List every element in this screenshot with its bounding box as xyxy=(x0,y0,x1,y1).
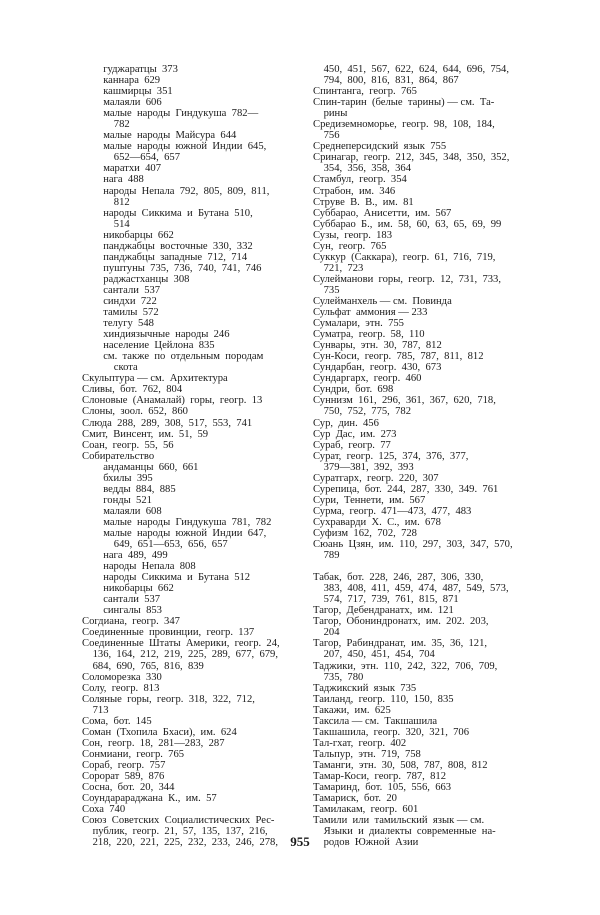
left-index-column xyxy=(82,64,296,848)
index-line: Суббарао, Анисетти, им. 567 xyxy=(313,207,452,219)
index-line: Суфизм 162, 702, 728 xyxy=(313,527,417,539)
index-line: пуштуны 735, 736, 740, 741, 746 xyxy=(82,262,262,274)
index-line: Сураб, геогр. 77 xyxy=(313,439,391,451)
index-line: Сораб, геогр. 757 xyxy=(82,759,166,771)
index-line: телугу 548 xyxy=(82,318,154,330)
index-line: Сур, дин. 456 xyxy=(313,417,379,429)
index-line: Струве В. В., им. 81 xyxy=(313,196,414,208)
index-line: 750, 752, 775, 782 xyxy=(313,406,411,418)
index-line: Сон, геогр. 18, 281—283, 287 xyxy=(82,737,225,749)
index-line: Суратгарх, геогр. 220, 307 xyxy=(313,472,439,484)
index-line: Согдиана, геогр. 347 xyxy=(82,616,180,628)
index-line: народы Сиккима и Бутана 512 xyxy=(82,572,251,584)
index-line: Тамар-Коси, геогр. 787, 812 xyxy=(313,771,447,782)
index-line: 721, 723 xyxy=(313,262,364,274)
index-line: Сундри, бот. 698 xyxy=(313,384,394,396)
index-line: 684, 690, 765, 816, 839 xyxy=(82,660,204,672)
index-line: ведды 884, 885 xyxy=(82,483,176,495)
index-line: нага 489, 499 xyxy=(82,550,168,562)
index-line: Спинтанга, геогр. 765 xyxy=(313,86,417,98)
index-line: 383, 408, 411, 459, 474, 487, 549, 573, xyxy=(313,583,509,595)
index-line: Суббарао Б., им. 58, 60, 63, 65, 69, 99 xyxy=(313,218,502,230)
page-number: 955 xyxy=(290,834,310,849)
index-line: 782 xyxy=(82,119,130,131)
index-line: Страбон, им. 346 xyxy=(313,185,396,197)
index-line: 514 xyxy=(82,218,130,230)
index-line: Тагор, Дебендранатх, им. 121 xyxy=(313,605,454,617)
right-index-column xyxy=(313,64,527,848)
index-line: Сури, Теннети, им. 567 xyxy=(313,494,426,506)
index-line: Соха 740 xyxy=(82,804,126,816)
index-line: Табак, бот. 228, 246, 287, 306, 330, xyxy=(313,572,484,584)
index-line: Сулейманхель — см. Повинда xyxy=(313,295,452,307)
index-line: Сун-Коси, геогр. 785, 787, 811, 812 xyxy=(313,351,484,363)
index-line: Сома, бот. 145 xyxy=(82,715,152,727)
index-line: 812 xyxy=(82,196,130,208)
index-line: Таманги, этн. 30, 508, 787, 808, 812 xyxy=(313,759,488,771)
index-line: Сосна, бот. 20, 344 xyxy=(82,782,175,794)
index-line: Сухраварди Х. С., им. 678 xyxy=(313,516,441,528)
index-line: Таксила — см. Такшашила xyxy=(313,715,438,727)
index-line: Среднеперсидский язык 755 xyxy=(313,141,447,153)
index-line: малые народы южной Индии 645, xyxy=(82,141,267,153)
index-line: Соан, геогр. 55, 56 xyxy=(82,439,174,451)
index-line: Таиланд, геогр. 110, 150, 835 xyxy=(313,693,454,705)
index-line: Сюань Цзян, им. 110, 297, 303, 347, 570, xyxy=(313,539,513,551)
index-line: Тальпур, этн. 719, 758 xyxy=(313,748,421,760)
index-line: Соединенные Штаты Америки, геогр. 24, xyxy=(82,638,280,650)
index-line: панджабцы западные 712, 714 xyxy=(82,251,248,263)
index-line: Сунвары, этн. 30, 787, 812 xyxy=(313,340,442,352)
index-line: 218, 220, 221, 225, 232, 233, 246, 278, xyxy=(82,837,278,849)
index-line: Сонмиани, геогр. 765 xyxy=(82,748,185,760)
index-line: народы Сиккима и Бутана 510, xyxy=(82,207,253,219)
index-line: Сулейманови горы, геогр. 12, 731, 733, xyxy=(313,273,502,285)
index-line: 735, 780 xyxy=(313,671,364,683)
index-line: Соединенные провинции, геогр. 137 xyxy=(82,627,255,639)
index-line: 136, 164, 212, 219, 225, 289, 677, 679, xyxy=(82,649,278,661)
index-line: Суматра, геогр. 58, 110 xyxy=(313,329,425,341)
index-line: публик, геогр. 21, 57, 135, 137, 216, xyxy=(82,826,268,838)
index-line: Сурма, геогр. 471—473, 477, 483 xyxy=(313,505,472,517)
index-line: синдхи 722 xyxy=(82,295,157,307)
index-line: маратхи 407 xyxy=(82,163,162,175)
index-line: народы Непала 808 xyxy=(82,561,196,573)
index-line: Слоны, зоол. 652, 860 xyxy=(82,406,188,418)
index-line: родов Южной Азии xyxy=(313,837,419,849)
index-line: Тамили или тамильский язык — см. xyxy=(313,815,485,827)
index-line: 354, 356, 358, 364 xyxy=(313,163,411,175)
index-line: Соляные горы, геогр. 318, 322, 712, xyxy=(82,693,255,705)
index-line: Сливы, бот. 762, 804 xyxy=(82,384,183,396)
index-line: Сринагар, геогр. 212, 345, 348, 350, 352, xyxy=(313,152,510,164)
index-line: Такшашила, геогр. 320, 321, 706 xyxy=(313,726,470,738)
index-line: нага 488 xyxy=(82,174,144,186)
index-line: Сурат, геогр. 125, 374, 376, 377, xyxy=(313,450,469,462)
index-line: Сур Дас, им. 273 xyxy=(313,428,397,440)
index-line: 207, 450, 451, 454, 704 xyxy=(313,649,435,661)
index-line: 735 xyxy=(313,284,340,296)
index-line: гонды 521 xyxy=(82,494,152,506)
index-line: Слоновые (Анамалай) горы, геогр. 13 xyxy=(82,395,263,407)
index-line: скота xyxy=(82,362,138,374)
index-line: 649, 651—653, 656, 657 xyxy=(82,539,228,551)
index-line: Сульфат аммония — 233 xyxy=(313,307,428,319)
index-line: никобарцы 662 xyxy=(82,583,174,595)
index-line: 652—654, 657 xyxy=(82,152,180,164)
index-line: Собирательство xyxy=(82,450,155,462)
index-line: 794, 800, 816, 831, 864, 867 xyxy=(313,75,459,87)
index-line: Таджики, этн. 110, 242, 322, 706, 709, xyxy=(313,660,498,672)
index-line: бхилы 395 xyxy=(82,472,153,484)
index-line: малаяли 608 xyxy=(82,505,162,517)
index-line: сингалы 853 xyxy=(82,605,162,617)
index-line: народы Непала 792, 805, 809, 811, xyxy=(82,185,270,197)
index-line: Суккур (Саккара), геогр. 61, 716, 719, xyxy=(313,251,496,263)
index-line: 789 xyxy=(313,550,340,562)
index-line: никобарцы 662 xyxy=(82,229,174,241)
index-line: Тамаринд, бот. 105, 556, 663 xyxy=(313,782,452,794)
index-line: Суннизм 161, 296, 361, 367, 620, 718, xyxy=(313,395,496,407)
index-line: Тамариск, бот. 20 xyxy=(313,793,397,805)
index-line: 450, 451, 567, 622, 624, 644, 696, 754, xyxy=(313,64,509,75)
index-line: Тагор, Рабиндранат, им. 35, 36, 121, xyxy=(313,638,488,650)
index-line: Тал-гхат, геогр. 402 xyxy=(313,737,407,749)
index-line: малые народы Гиндукуша 781, 782 xyxy=(82,516,272,528)
index-line: сантали 537 xyxy=(82,594,161,606)
index-line: Солу, геогр. 813 xyxy=(82,682,160,694)
index-line: Союз Советских Социалистических Рес- xyxy=(82,815,275,827)
index-line: каннара 629 xyxy=(82,75,161,87)
index-line: малые народы южной Индии 647, xyxy=(82,527,267,539)
index-line: рины xyxy=(313,108,348,120)
index-line: Сорорат 589, 876 xyxy=(82,771,165,782)
index-line: кашмирцы 351 xyxy=(82,86,173,98)
index-line: тамилы 572 xyxy=(82,307,159,319)
index-line: малые народы Гиндукуша 782— xyxy=(82,108,259,120)
index-line: Средиземноморье, геогр. 98, 108, 184, xyxy=(313,119,495,131)
index-line: Таджикский язык 735 xyxy=(313,682,417,694)
index-line: Слюда 288, 289, 308, 517, 553, 741 xyxy=(82,417,253,429)
index-line: население Цейлона 835 xyxy=(82,340,215,352)
index-line: Соман (Тхопила Бхаси), им. 624 xyxy=(82,726,237,738)
index-line: см. также по отдельным породам xyxy=(82,351,264,363)
index-line: Сумалари, этн. 755 xyxy=(313,318,404,330)
index-line: Тамилакам, геогр. 601 xyxy=(313,804,419,816)
index-line: Скульптура — см. Архитектура xyxy=(82,373,228,385)
index-line: хиндиязычные народы 246 xyxy=(82,329,230,341)
index-line: Такажи, им. 625 xyxy=(313,704,391,716)
index-line: андаманцы 660, 661 xyxy=(82,461,199,473)
index-line: 713 xyxy=(82,704,109,716)
index-line: малаяли 606 xyxy=(82,97,162,109)
index-line: Соломорезка 330 xyxy=(82,671,162,683)
index-line: Соундарараджана К., им. 57 xyxy=(82,793,217,805)
index-line: Сун, геогр. 765 xyxy=(313,240,387,252)
index-line: Сундаргарх, геогр. 460 xyxy=(313,373,422,385)
index-line: раджастханцы 308 xyxy=(82,273,190,285)
index-line: гуджаратцы 373 xyxy=(82,64,178,75)
index-line: Спин-тарин (белые тарины) — см. Та- xyxy=(313,97,495,109)
index-line: Смит, Винсент, им. 51, 59 xyxy=(82,428,209,440)
index-line: Сурепица, бот. 244, 287, 330, 349. 761 xyxy=(313,483,499,495)
index-line: сантали 537 xyxy=(82,284,161,296)
index-line: Языки и диалекты современные на- xyxy=(313,826,496,838)
index-line xyxy=(313,561,527,572)
index-line: малые народы Майсура 644 xyxy=(82,130,237,142)
index-line: 574, 717, 739, 761, 815, 871 xyxy=(313,594,459,606)
index-line: Тагор, Обониндронатх, им. 202. 203, xyxy=(313,616,489,628)
index-line: панджабцы восточные 330, 332 xyxy=(82,240,253,252)
index-line: Стамбул, геогр. 354 xyxy=(313,174,407,186)
index-line: Сузы, геогр. 183 xyxy=(313,229,393,241)
index-line: Сундарбан, геогр. 430, 673 xyxy=(313,362,442,374)
index-line: 756 xyxy=(313,130,340,142)
index-line: 379—381, 392, 393 xyxy=(313,461,414,473)
index-line: 204 xyxy=(313,627,340,639)
